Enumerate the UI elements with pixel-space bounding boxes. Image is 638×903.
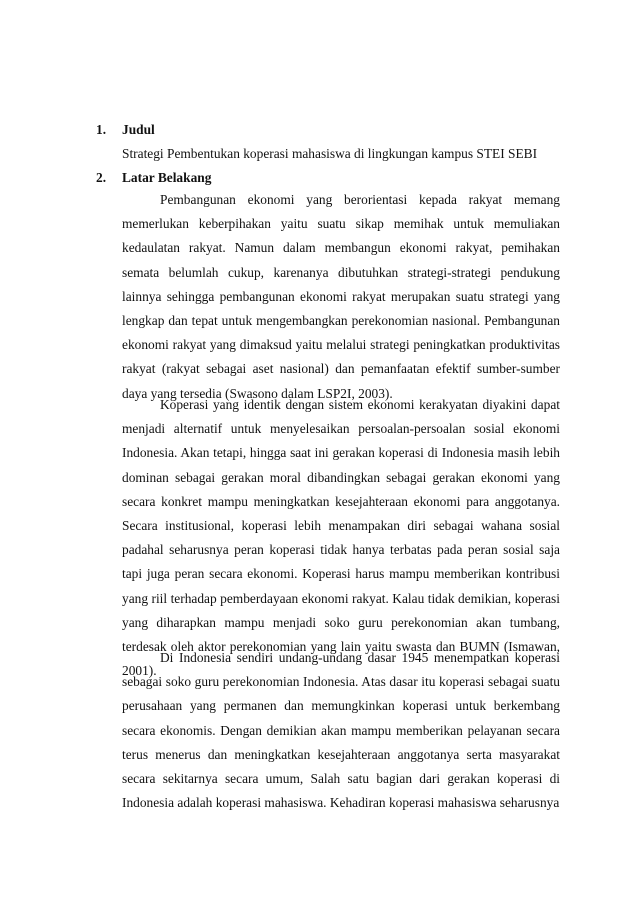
- paragraph-3: Di Indonesia sendiri undang-undang dasar 1945 menempatkan koperasi sebagai soko guru perekonomian Indonesia. Atas dasar itu koperasi sebagai suatu perusahaan yang permanen dan memungkinkan koperasi untuk berkembang secara ekonomis. Dengan demikian akan mampu memberikan pelayanan secara terus menerus dan meningkatkan kesejahteraan anggotanya serta masyarakat secara sekitarnya secara umum, Salah satu bagian dari gerakan koperasi di Indonesia adalah koperasi mahasiswa. Kehadiran koperasi mahasiswa seharusnya: [122, 650, 560, 811]
- section-number: 2.: [96, 170, 107, 185]
- document-title-text: Strategi Pembentukan koperasi mahasiswa di lingkungan kampus STEI SEBI: [122, 146, 538, 161]
- section-heading-latar-belakang: [96, 169, 211, 187]
- section-heading-judul: [96, 121, 155, 139]
- section-number: 1.: [96, 122, 107, 137]
- paragraph-2: Koperasi yang identik dengan sistem ekonomi kerakyatan diyakini dapat menjadi alternatif untuk menyelesaikan persoalan-persoalan sosial ekonomi Indonesia. Akan tetapi, hingga saat ini gerakan koperasi di Indonesia masih lebih dominan sebagai gerakan moral dibandingkan sebagai gerakan ekonomi yang secara konkret mampu meningkatkan kesejahteraan ekonomi para anggotanya. Secara institusional, koperasi lebih menampakan diri sebagai wahana sosial padahal seharusnya peran koperasi tidak hanya terbatas pada peran sosial saja tapi juga peran secara ekonomi. Koperasi harus mampu memberikan kontribusi yang riil terhadap pemberdayaan ekonomi rakyat. Kalau tidak demikian, koperasi yang diharapkan mampu menjadi soko guru perekonomian akan tumbang, terdesak oleh aktor perekonomian yang lain yaitu swasta dan BUMN (Ismawan, 2001).: [122, 397, 560, 679]
- section-title: Judul: [122, 122, 155, 137]
- paragraph-1: Pembangunan ekonomi yang berorientasi kepada rakyat memang memerlukan keberpihakan yaitu suatu sikap memihak untuk memuliakan kedaulatan rakyat. Namun dalam membangun ekonomi rakyat, pemihakan semata belumlah cukup, karenanya dibutuhkan strategi-strategi pendukung lainnya sehingga pembangunan ekonomi rakyat merupakan suatu strategi yang lengkap dan tepat untuk mengembangkan perekonomian nasional. Pembangunan ekonomi rakyat yang dimaksud yaitu melalui strategi peningkatkan produktivitas rakyat (rakyat sebagai aset nasional) dan pemanfaatan efektif sumber-sumber daya yang tersedia (Swasono dalam LSP2I, 2003).: [122, 192, 560, 401]
- section-title: Latar Belakang: [122, 170, 212, 185]
